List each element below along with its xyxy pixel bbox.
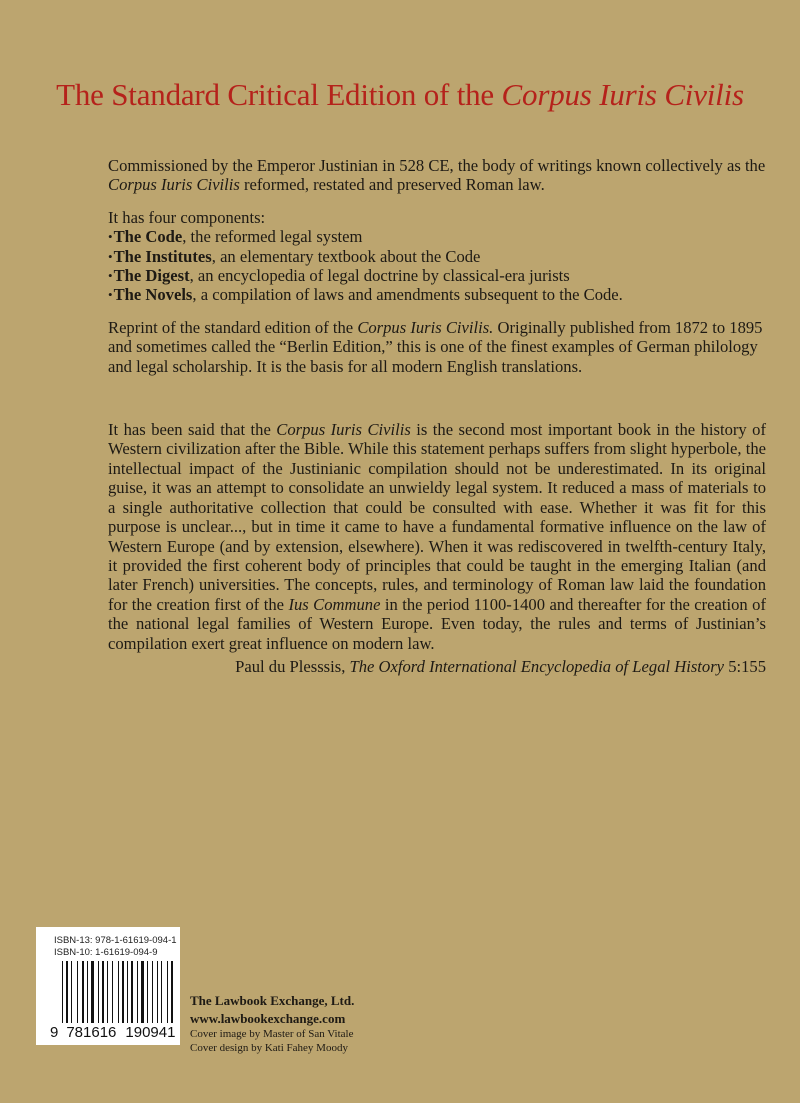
intro-text-2: reformed, restated and preserved Roman law. (239, 175, 545, 195)
barcode-bar (141, 961, 144, 1023)
component-description: , a compilation of laws and amendments subsequent to the Code. (192, 285, 623, 305)
barcode-bar (62, 961, 63, 1023)
barcode-digit-lead: 9 (50, 1024, 59, 1041)
isbn-10: ISBN-10: 1-61619-094-9 (54, 947, 158, 958)
component-item (108, 266, 766, 285)
barcode-bar (107, 961, 108, 1023)
attribution-work: The Oxford International Encyclopedia of Legal History (349, 656, 725, 676)
barcode-digits (48, 1024, 177, 1041)
barcode-bar (66, 961, 68, 1023)
body-column (108, 114, 766, 676)
barcode-bar (152, 961, 153, 1023)
component-name: The Digest (113, 266, 190, 286)
reprint-text-1: Reprint of the standard edition of the (108, 317, 358, 337)
intro-italic: Corpus Iuris Civilis (108, 175, 240, 195)
publisher-name: The Lawbook Exchange, Ltd. (190, 993, 355, 1008)
cover-design-credit: Cover design by Kati Fahey Moody (190, 1042, 348, 1054)
title-italic: Corpus Iuris Civilis (501, 77, 744, 112)
barcode-bar (171, 961, 173, 1023)
barcode-bar (167, 961, 168, 1023)
barcode-bar (87, 961, 88, 1023)
publisher-url[interactable]: www.lawbookexchange.com (190, 1011, 346, 1026)
quote-italic-1: Corpus Iuris Civilis (276, 420, 411, 440)
bullet-icon: • (108, 268, 113, 284)
component-name: The Code (113, 227, 183, 247)
barcode-bar (147, 961, 148, 1023)
barcode-bar (82, 961, 84, 1023)
attribution-reference: 5:155 (724, 656, 766, 676)
component-description: , an elementary textbook about the Code (211, 246, 481, 266)
barcode-bar (102, 961, 104, 1023)
barcode-bar (77, 961, 78, 1023)
bullet-icon: • (108, 287, 113, 303)
barcode-digit-group-2: 190941 (125, 1024, 176, 1041)
barcode-bar (91, 961, 94, 1023)
intro-paragraph (108, 156, 766, 195)
isbn-13: ISBN-13: 978-1-61619-094-1 (54, 935, 177, 946)
reprint-italic: Corpus Iuris Civilis. (357, 317, 494, 337)
barcode-bar (161, 961, 162, 1023)
barcode-bar (112, 961, 113, 1023)
cover-title (0, 0, 800, 114)
cover-image-credit: Cover image by Master of San Vitale (190, 1028, 354, 1040)
barcode-digit-group-1: 781616 (66, 1024, 117, 1041)
reprint-paragraph (108, 318, 766, 376)
barcode-bars (62, 961, 166, 1023)
component-description: , an encyclopedia of legal doctrine by classical-era jurists (189, 266, 570, 286)
title-prefix: The Standard Critical Edition of the (56, 77, 502, 112)
bullet-icon: • (108, 248, 113, 264)
publisher-info (190, 991, 354, 1055)
barcode-bar (71, 961, 72, 1023)
barcode-bar (131, 961, 133, 1023)
cover-footer (0, 927, 800, 1103)
components-heading: It has four components: (108, 207, 266, 227)
bullet-icon: • (108, 229, 113, 245)
barcode-bar (127, 961, 128, 1023)
quote-text-3: in the period 1100-1400 and thereafter for the creation of the national legal families of Western Europe. Even today, the rules and terms of Justinian’s compilation exert great influence on modern law. (108, 594, 766, 653)
component-name: The Novels (113, 285, 193, 305)
barcode-bar (122, 961, 124, 1023)
component-item (108, 285, 766, 304)
component-description: , the reformed legal system (182, 227, 363, 247)
barcode-bar (137, 961, 138, 1023)
barcode-bar (157, 961, 158, 1023)
components-list (108, 227, 766, 305)
quote-attribution (108, 657, 766, 676)
component-name: The Institutes (113, 246, 212, 266)
barcode-bar (98, 961, 99, 1023)
quote-text-2: is the second most important book in the history of Western civilization after the Bible. While this statement perhaps suffers from slight hyperbole, the intellectual impact of the Justinianic compilation should not be underestimated. In its original guise, it was an attempt to consolidate an unwieldy legal system. It reduced a mass of materials to a single authoritative collection that could be consulted with ease. Whether it was fit for this purpose is unclear..., but in time it came to have a fundamental formative influence on the law of Western Europe (and by extension, elsewhere). When it was rediscovered in twelfth-century Italy, it provided the first coherent body of principles that could be taught in the emerging Italian (and later French) universities. The concepts, rules, and terminology of Roman law laid the foundation for the creation first of the (108, 420, 766, 614)
reprint-text-2: Originally published from 1872 to 1895 and sometimes called the “Berlin Edition,” this is one of the finest examples of German philology and legal scholarship. It is the basis for all modern English translations. (108, 317, 763, 376)
component-item (108, 227, 766, 246)
isbn-barcode (36, 927, 180, 1045)
component-item (108, 247, 766, 266)
quote-text-1: It has been said that the (108, 420, 277, 440)
quote-italic-2: Ius Commune (288, 594, 381, 614)
attribution-author: Paul du Plesssis, (235, 656, 350, 676)
intro-text-1: Commissioned by the Emperor Justinian in 528 CE, the body of writings known collectively as the (108, 156, 766, 175)
quote-paragraph (108, 420, 766, 653)
barcode-bar (118, 961, 119, 1023)
